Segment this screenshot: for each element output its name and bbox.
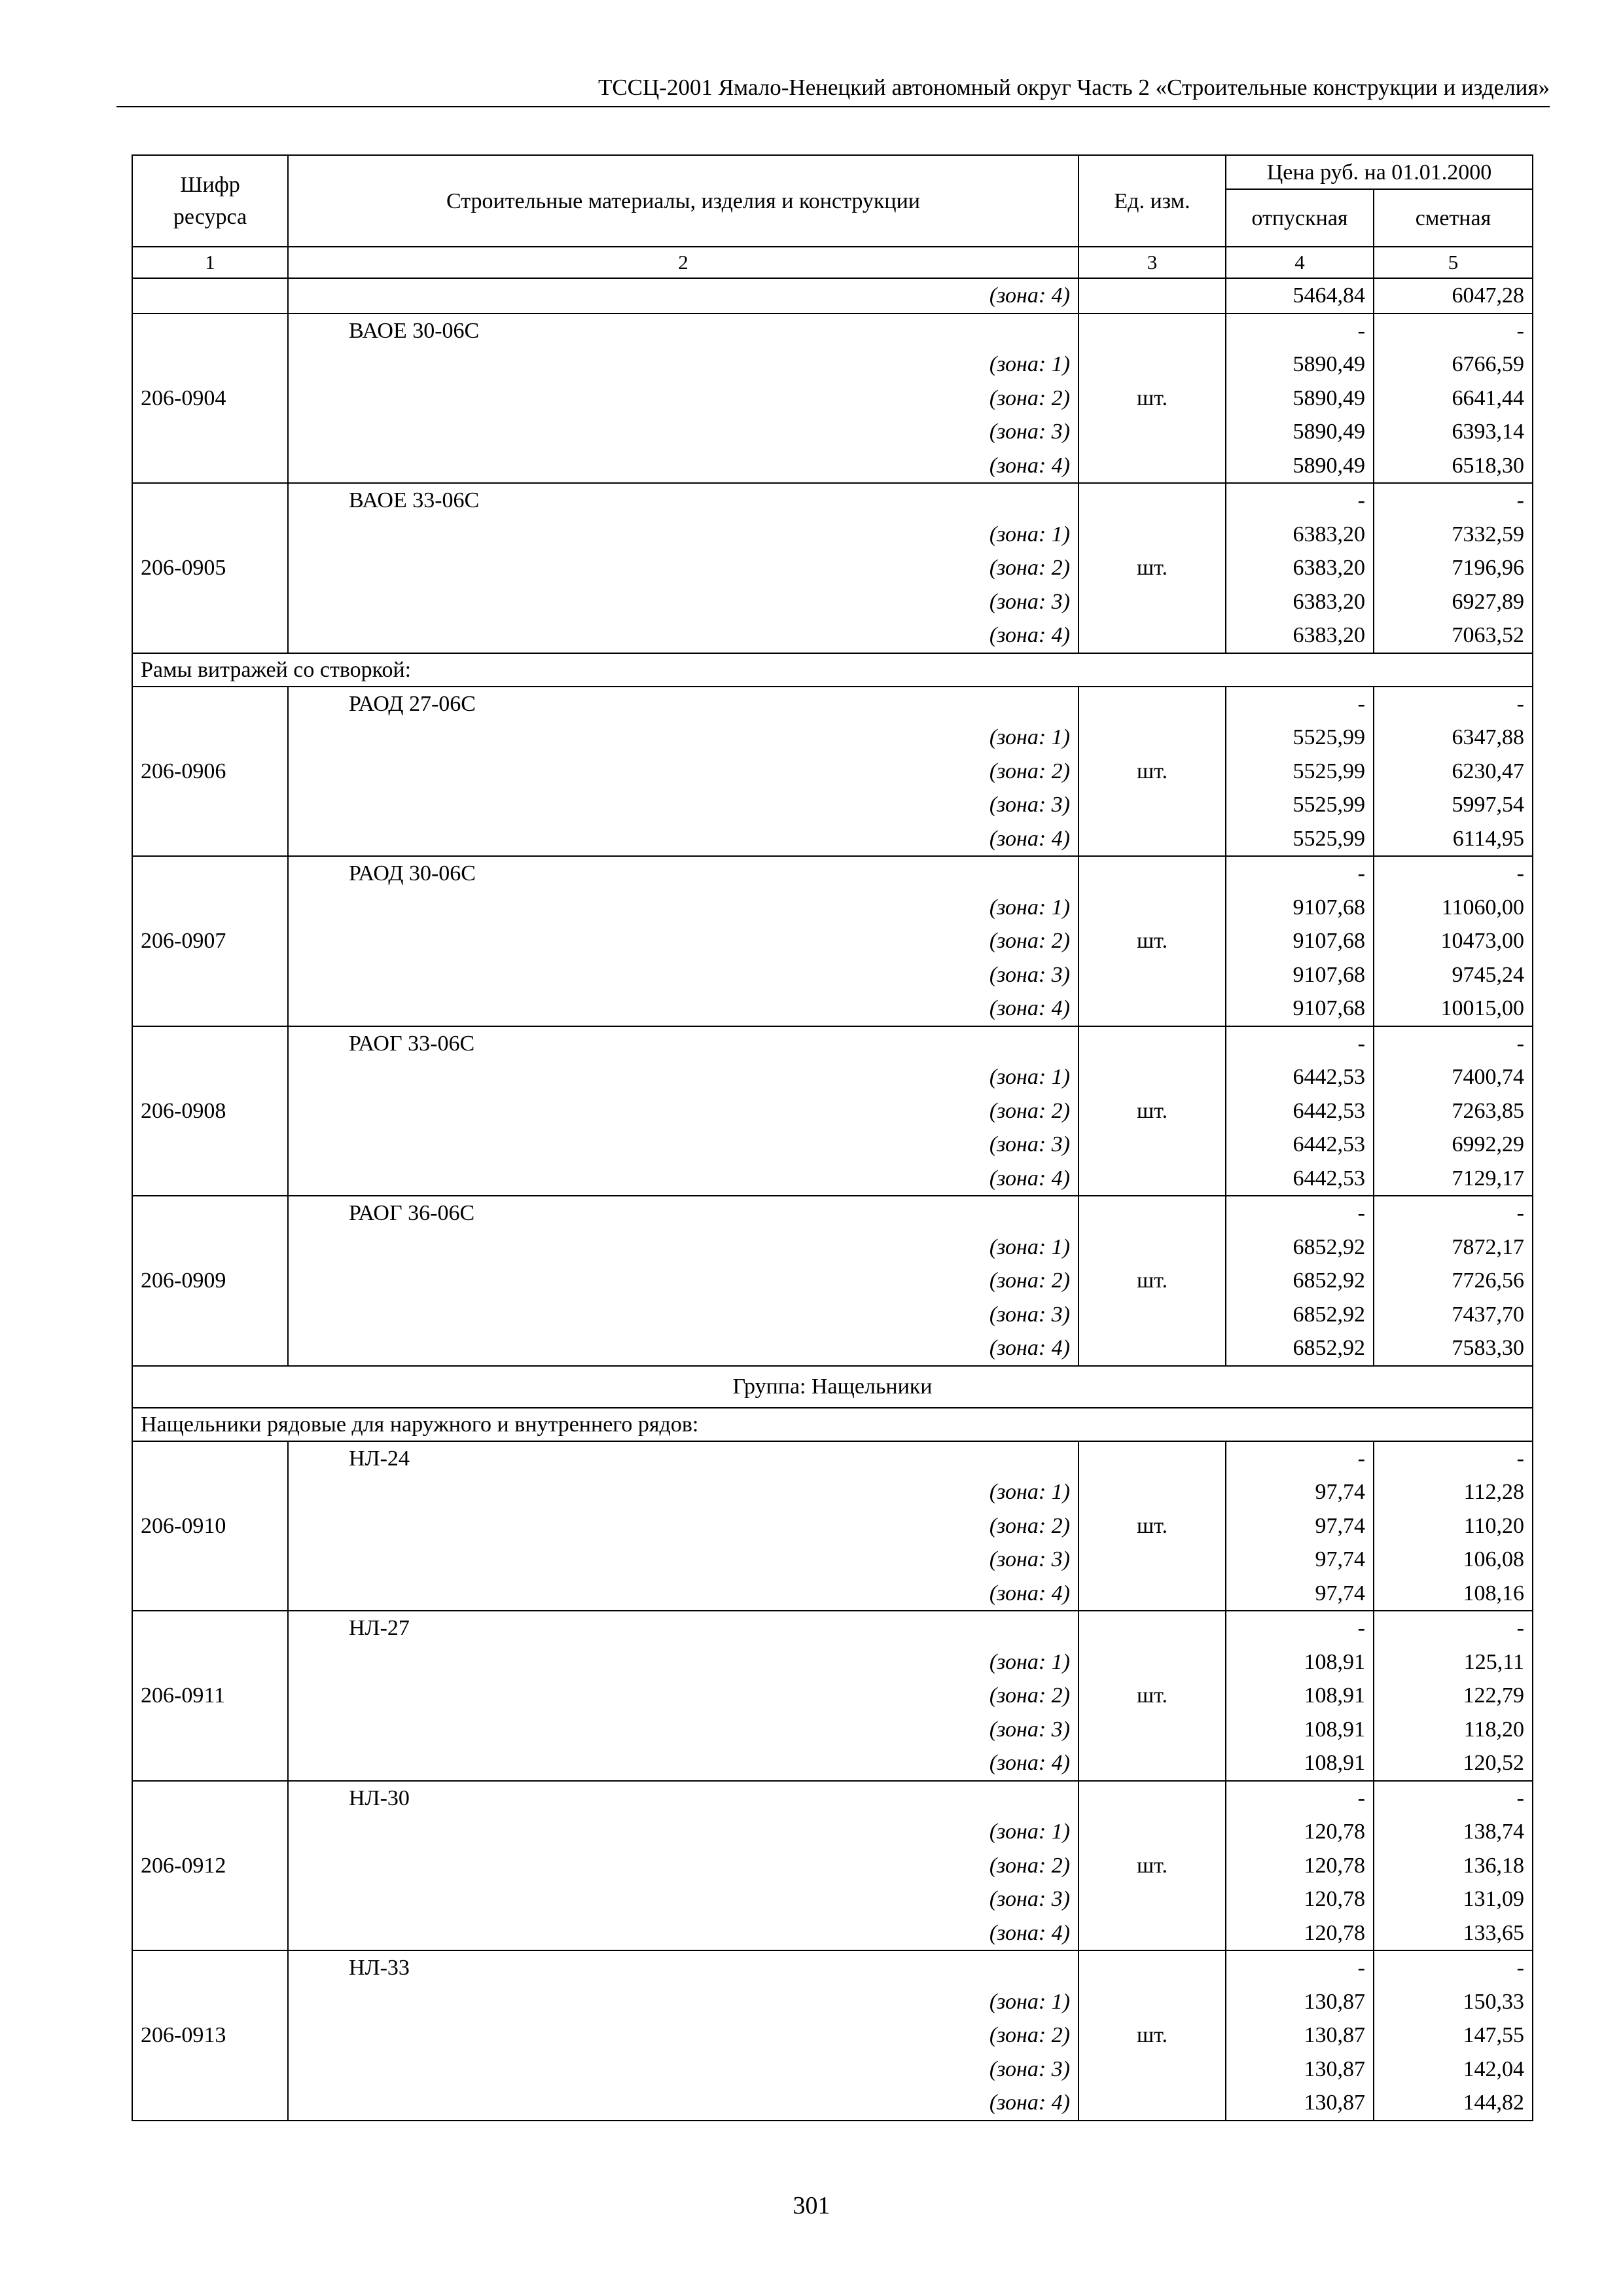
release-price-cell	[1226, 1196, 1374, 1366]
group-row	[132, 1366, 1533, 1408]
zone-label: (зона: 4)	[989, 1336, 1070, 1360]
resource-name: РАОГ 33-06С	[349, 1031, 475, 1056]
zone-label: (зона: 1)	[989, 1989, 1070, 2014]
unit-cell: шт.	[1079, 1611, 1226, 1781]
resource-code: 206-0904	[132, 314, 288, 484]
estimate-price-cell	[1374, 483, 1533, 653]
unit-cell: шт.	[1079, 483, 1226, 653]
estimate-price: 6992,29	[1452, 1132, 1524, 1157]
subgroup-row	[132, 1408, 1533, 1441]
resource-description	[288, 314, 1079, 484]
zone-label: (зона: 4)	[989, 623, 1070, 647]
resource-description	[288, 1781, 1079, 1951]
resource-name: РАОД 27-06С	[349, 691, 476, 716]
zone-cell	[288, 278, 1079, 314]
zone-label: (зона: 1)	[989, 1649, 1070, 1674]
estimate-price: 11060,00	[1441, 895, 1524, 920]
header-price: Цена руб. на 01.01.2000	[1226, 155, 1533, 189]
release-price-cell	[1226, 278, 1374, 314]
release-price-dash: -	[1357, 1616, 1365, 1640]
unit-cell	[1079, 278, 1226, 314]
resource-code: 206-0913	[132, 1950, 288, 2121]
estimate-price: 6927,89	[1452, 589, 1524, 614]
header-name: Строительные материалы, изделия и конструкции	[288, 155, 1079, 247]
release-price: 9107,68	[1293, 962, 1365, 987]
release-price-dash: -	[1357, 1446, 1365, 1471]
estimate-price: 6047,28	[1452, 283, 1524, 308]
release-price: 5464,84	[1293, 283, 1365, 308]
estimate-price: 6766,59	[1452, 352, 1524, 376]
release-price-cell	[1226, 483, 1374, 653]
resource-description	[288, 1441, 1079, 1611]
estimate-price: 106,08	[1463, 1547, 1524, 1571]
release-price: 6383,20	[1293, 556, 1365, 580]
zone-label: (зона: 2)	[989, 2023, 1070, 2047]
zone-label: (зона: 1)	[989, 522, 1070, 547]
release-price-cell	[1226, 856, 1374, 1026]
unit-cell: шт.	[1079, 314, 1226, 484]
resource-row	[132, 1441, 1533, 1611]
column-number: 3	[1079, 247, 1226, 278]
release-price: 108,91	[1304, 1751, 1365, 1775]
resource-row	[132, 1196, 1533, 1366]
release-price: 97,74	[1315, 1581, 1365, 1605]
zone-label: (зона: 2)	[989, 929, 1070, 953]
estimate-price: 7583,30	[1452, 1336, 1524, 1360]
column-number: 5	[1374, 247, 1533, 278]
zone-label: (зона: 2)	[989, 759, 1070, 783]
release-price-cell	[1226, 1781, 1374, 1951]
release-price: 6852,92	[1293, 1234, 1365, 1259]
estimate-price: 131,09	[1463, 1887, 1524, 1911]
release-price: 97,74	[1315, 1513, 1365, 1538]
zone-label: (зона: 1)	[989, 1234, 1070, 1259]
resource-code: 206-0911	[132, 1611, 288, 1781]
estimate-price: 7129,17	[1452, 1166, 1524, 1191]
zone-label: (зона: 1)	[989, 725, 1070, 749]
resource-description	[288, 856, 1079, 1026]
release-price: 6383,20	[1293, 522, 1365, 547]
subgroup-row	[132, 653, 1533, 687]
zone-label: (зона: 2)	[989, 1683, 1070, 1708]
release-price-cell	[1226, 314, 1374, 484]
estimate-price-cell	[1374, 1781, 1533, 1951]
resource-code: 206-0907	[132, 856, 288, 1026]
estimate-price-dash: -	[1516, 1956, 1524, 1980]
zone-label: (зона: 4)	[989, 453, 1070, 478]
release-price: 5890,49	[1293, 420, 1365, 444]
estimate-price: 7063,52	[1452, 623, 1524, 647]
estimate-price-cell	[1374, 1196, 1533, 1366]
estimate-price-dash: -	[1516, 1446, 1524, 1471]
zone-label: (зона: 4)	[989, 283, 1070, 308]
release-price-dash: -	[1357, 1031, 1365, 1056]
header-unit: Ед. изм.	[1079, 155, 1226, 247]
resource-description	[288, 1950, 1079, 2121]
release-price-dash: -	[1357, 1785, 1365, 1810]
resource-name: РАОД 30-06С	[349, 861, 476, 886]
zone-label: (зона: 2)	[989, 1268, 1070, 1293]
estimate-price-cell	[1374, 1611, 1533, 1781]
estimate-price-cell	[1374, 1950, 1533, 2121]
release-price: 130,87	[1304, 1989, 1365, 2014]
zone-label: (зона: 4)	[989, 2090, 1070, 2115]
release-price: 9107,68	[1293, 895, 1365, 920]
estimate-price: 7726,56	[1452, 1268, 1524, 1293]
group-title: Группа: Нащельники	[132, 1366, 1533, 1408]
estimate-price-dash: -	[1516, 1031, 1524, 1056]
estimate-price-dash: -	[1516, 691, 1524, 716]
unit-cell: шт.	[1079, 1950, 1226, 2121]
subgroup-title: Нащельники рядовые для наружного и внутреннего рядов:	[132, 1408, 1533, 1441]
price-table	[132, 154, 1533, 2121]
estimate-price: 7196,96	[1452, 556, 1524, 580]
page-number: 301	[793, 2192, 830, 2219]
zone-label: (зона: 1)	[989, 1065, 1070, 1089]
header-release-price: отпускная	[1226, 189, 1374, 247]
release-price: 108,91	[1304, 1717, 1365, 1742]
zone-label: (зона: 3)	[989, 1717, 1070, 1742]
estimate-price-cell	[1374, 278, 1533, 314]
resource-code: 206-0910	[132, 1441, 288, 1611]
resource-code: 206-0909	[132, 1196, 288, 1366]
resource-code: 206-0905	[132, 483, 288, 653]
release-price-dash: -	[1357, 1956, 1365, 1980]
estimate-price: 6518,30	[1452, 453, 1524, 478]
estimate-price: 6641,44	[1452, 386, 1524, 410]
resource-name: НЛ-30	[349, 1785, 410, 1810]
unit-cell: шт.	[1079, 1441, 1226, 1611]
release-price: 5525,99	[1293, 725, 1365, 749]
estimate-price-dash: -	[1516, 1616, 1524, 1640]
zone-label: (зона: 3)	[989, 962, 1070, 987]
zone-label: (зона: 1)	[989, 1820, 1070, 1844]
column-number: 1	[132, 247, 288, 278]
continuation-row	[132, 278, 1533, 314]
release-price: 5890,49	[1293, 386, 1365, 410]
release-price: 6442,53	[1293, 1166, 1365, 1191]
estimate-price-dash: -	[1516, 861, 1524, 886]
release-price: 130,87	[1304, 2023, 1365, 2047]
estimate-price: 6393,14	[1452, 420, 1524, 444]
zone-label: (зона: 2)	[989, 556, 1070, 580]
estimate-price: 110,20	[1463, 1513, 1524, 1538]
zone-label: (зона: 3)	[989, 1132, 1070, 1157]
resource-code-cell	[132, 278, 288, 314]
release-price-cell	[1226, 1611, 1374, 1781]
zone-label: (зона: 4)	[989, 996, 1070, 1020]
release-price-dash: -	[1357, 488, 1365, 512]
release-price: 6852,92	[1293, 1336, 1365, 1360]
release-price: 6442,53	[1293, 1065, 1365, 1089]
resource-description	[288, 1026, 1079, 1196]
zone-label: (зона: 1)	[989, 1480, 1070, 1504]
unit-cell: шт.	[1079, 1026, 1226, 1196]
estimate-price: 108,16	[1463, 1581, 1524, 1605]
estimate-price: 122,79	[1463, 1683, 1524, 1708]
zone-label: (зона: 4)	[989, 826, 1070, 851]
release-price-cell	[1226, 1441, 1374, 1611]
zone-label: (зона: 3)	[989, 1547, 1070, 1571]
resource-name: ВАОЕ 30-06С	[349, 318, 480, 343]
estimate-price: 9745,24	[1452, 962, 1524, 987]
estimate-price: 5997,54	[1452, 793, 1524, 817]
resource-name: НЛ-33	[349, 1956, 410, 1980]
estimate-price: 10473,00	[1440, 929, 1524, 953]
subgroup-title: Рамы витражей со створкой:	[132, 653, 1533, 687]
estimate-price-cell	[1374, 687, 1533, 857]
estimate-price: 6114,95	[1452, 826, 1524, 851]
release-price: 6442,53	[1293, 1132, 1365, 1157]
running-header: ТССЦ-2001 Ямало-Ненецкий автономный округ Часть 2 «Строительные конструкции и изделия»	[116, 73, 1550, 107]
zone-label: (зона: 4)	[989, 1581, 1070, 1605]
release-price: 120,78	[1304, 1853, 1365, 1878]
header-code: Шифр ресурса	[132, 155, 288, 247]
resource-row	[132, 483, 1533, 653]
unit-cell: шт.	[1079, 1196, 1226, 1366]
estimate-price: 142,04	[1463, 2056, 1524, 2081]
release-price: 97,74	[1315, 1480, 1365, 1504]
zone-label: (зона: 4)	[989, 1166, 1070, 1191]
resource-name: НЛ-27	[349, 1616, 410, 1640]
release-price: 97,74	[1315, 1547, 1365, 1571]
release-price-dash: -	[1357, 691, 1365, 716]
release-price: 5890,49	[1293, 352, 1365, 376]
estimate-price: 144,82	[1463, 2090, 1524, 2115]
resource-row	[132, 1611, 1533, 1781]
estimate-price: 136,18	[1463, 1853, 1524, 1878]
estimate-price: 6230,47	[1452, 759, 1524, 783]
column-numbers-row	[132, 247, 1533, 278]
release-price: 6852,92	[1293, 1302, 1365, 1327]
estimate-price: 7332,59	[1452, 522, 1524, 547]
resource-code: 206-0906	[132, 687, 288, 857]
release-price: 120,78	[1304, 1820, 1365, 1844]
zone-label: (зона: 3)	[989, 1302, 1070, 1327]
estimate-price: 150,33	[1463, 1989, 1524, 2014]
zone-label: (зона: 2)	[989, 1853, 1070, 1878]
estimate-price-cell	[1374, 314, 1533, 484]
release-price-cell	[1226, 1950, 1374, 2121]
unit-cell: шт.	[1079, 687, 1226, 857]
zone-label: (зона: 2)	[989, 1513, 1070, 1538]
estimate-price: 118,20	[1463, 1717, 1524, 1742]
release-price: 108,91	[1304, 1683, 1365, 1708]
resource-row	[132, 1781, 1533, 1951]
resource-name: ВАОЕ 33-06С	[349, 488, 480, 512]
resource-code: 206-0912	[132, 1781, 288, 1951]
resource-name: РАОГ 36-06С	[349, 1201, 475, 1225]
release-price: 5890,49	[1293, 453, 1365, 478]
estimate-price: 7400,74	[1452, 1065, 1524, 1089]
zone-label: (зона: 4)	[989, 1751, 1070, 1775]
estimate-price-cell	[1374, 1026, 1533, 1196]
release-price-cell	[1226, 1026, 1374, 1196]
resource-row	[132, 1950, 1533, 2121]
zone-label: (зона: 2)	[989, 386, 1070, 410]
release-price: 108,91	[1304, 1649, 1365, 1674]
release-price: 120,78	[1304, 1920, 1365, 1945]
zone-label: (зона: 1)	[989, 352, 1070, 376]
estimate-price: 6347,88	[1452, 725, 1524, 749]
estimate-price-dash: -	[1516, 488, 1524, 512]
zone-label: (зона: 4)	[989, 1920, 1070, 1945]
release-price: 130,87	[1304, 2090, 1365, 2115]
release-price: 9107,68	[1293, 929, 1365, 953]
column-number: 2	[288, 247, 1079, 278]
release-price: 6442,53	[1293, 1098, 1365, 1123]
zone-label: (зона: 3)	[989, 793, 1070, 817]
resource-row	[132, 1026, 1533, 1196]
release-price: 5525,99	[1293, 826, 1365, 851]
estimate-price-dash: -	[1516, 1785, 1524, 1810]
estimate-price: 7872,17	[1452, 1234, 1524, 1259]
estimate-price: 10015,00	[1440, 996, 1524, 1020]
table-body	[132, 247, 1533, 2121]
estimate-price: 120,52	[1463, 1751, 1524, 1775]
estimate-price: 133,65	[1463, 1920, 1524, 1945]
zone-label: (зона: 3)	[989, 420, 1070, 444]
estimate-price: 138,74	[1463, 1820, 1524, 1844]
release-price: 6383,20	[1293, 623, 1365, 647]
release-price: 9107,68	[1293, 996, 1365, 1020]
zone-label: (зона: 1)	[989, 895, 1070, 920]
zone-label: (зона: 3)	[989, 589, 1070, 614]
estimate-price: 147,55	[1463, 2023, 1524, 2047]
resource-row	[132, 687, 1533, 857]
header-estimate-price: сметная	[1374, 189, 1533, 247]
unit-cell: шт.	[1079, 1781, 1226, 1951]
estimate-price: 125,11	[1463, 1649, 1524, 1674]
release-price: 5525,99	[1293, 793, 1365, 817]
release-price: 120,78	[1304, 1887, 1365, 1911]
resource-row	[132, 856, 1533, 1026]
resource-row	[132, 314, 1533, 484]
zone-label: (зона: 3)	[989, 1887, 1070, 1911]
estimate-price-dash: -	[1516, 318, 1524, 343]
release-price-dash: -	[1357, 861, 1365, 886]
unit-cell: шт.	[1079, 856, 1226, 1026]
release-price: 6383,20	[1293, 589, 1365, 614]
estimate-price: 7263,85	[1452, 1098, 1524, 1123]
resource-description	[288, 1196, 1079, 1366]
release-price-dash: -	[1357, 318, 1365, 343]
release-price-cell	[1226, 687, 1374, 857]
resource-description	[288, 483, 1079, 653]
resource-name: НЛ-24	[349, 1446, 410, 1471]
estimate-price: 7437,70	[1452, 1302, 1524, 1327]
zone-label: (зона: 2)	[989, 1098, 1070, 1123]
release-price: 6852,92	[1293, 1268, 1365, 1293]
resource-code: 206-0908	[132, 1026, 288, 1196]
release-price-dash: -	[1357, 1201, 1365, 1225]
release-price: 130,87	[1304, 2056, 1365, 2081]
release-price: 5525,99	[1293, 759, 1365, 783]
estimate-price-dash: -	[1516, 1201, 1524, 1225]
estimate-price-cell	[1374, 1441, 1533, 1611]
resource-description	[288, 1611, 1079, 1781]
estimate-price: 112,28	[1463, 1480, 1524, 1504]
estimate-price-cell	[1374, 856, 1533, 1026]
zone-label: (зона: 3)	[989, 2056, 1070, 2081]
resource-description	[288, 687, 1079, 857]
column-number: 4	[1226, 247, 1374, 278]
